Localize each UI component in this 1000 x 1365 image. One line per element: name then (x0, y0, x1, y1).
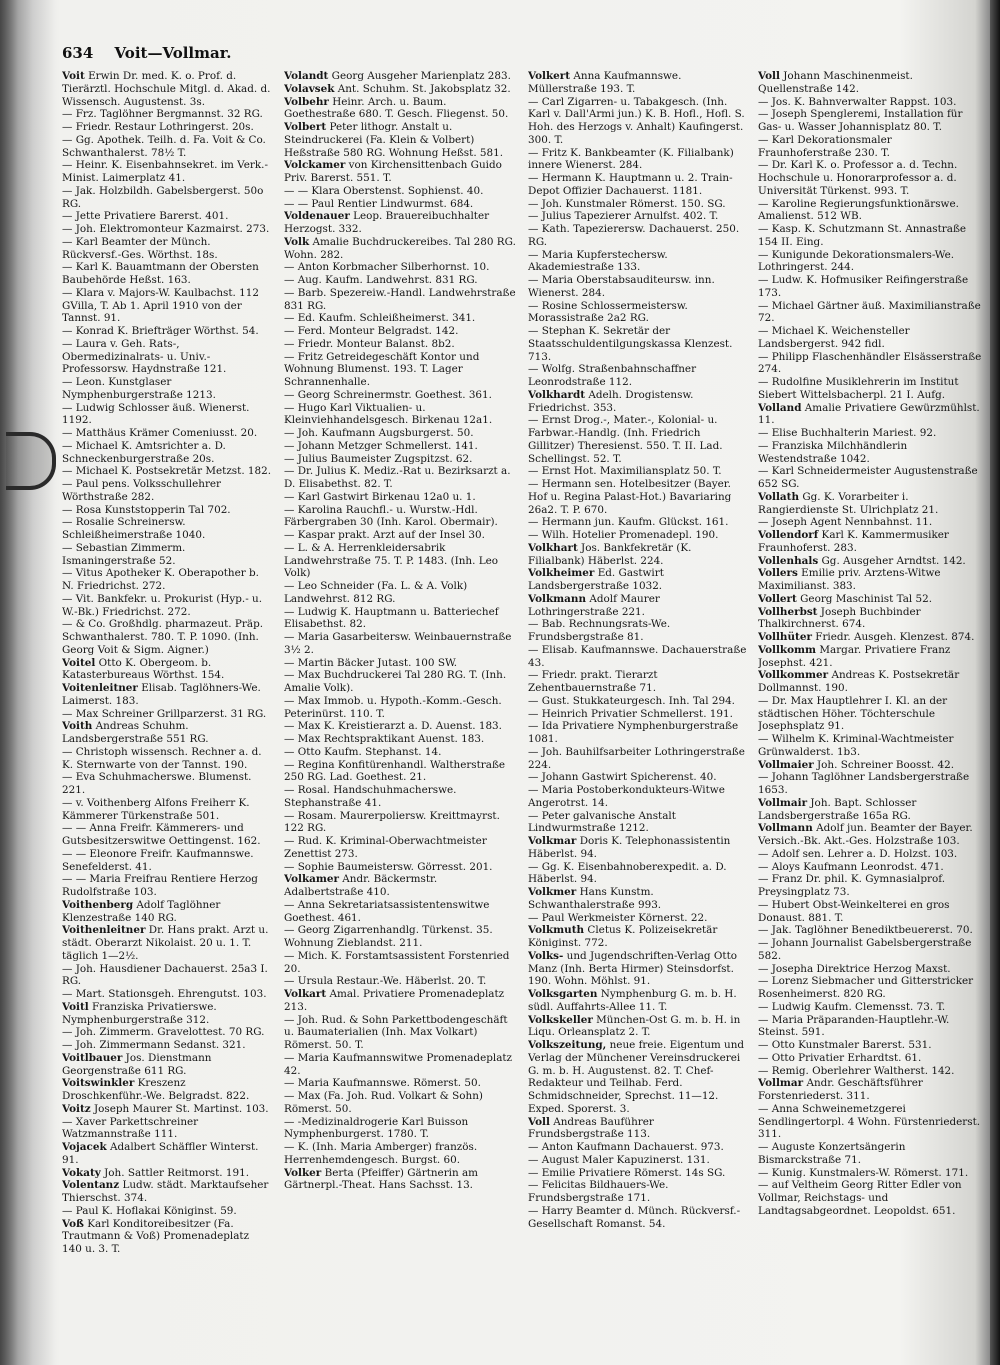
directory-entry: Voitenleitner Elisab. Taglöhners-We. Laimerst. 183. (62, 682, 261, 707)
directory-entry: — Klara v. Majors-W. Kaulbachst. 112 GVilla, T. Ab 1. April 1910 von der Tannst. 91. (62, 286, 259, 325)
directory-entry: — Michael K. Weichensteller Landsbergerst. 942 fidl. (758, 325, 910, 350)
directory-entry: — — Maria Freifrau Rentiere Herzog Rudolfstraße 103. (62, 873, 258, 898)
directory-entry: — — Anna Freifr. Kämmerers- und Gutsbesitzerswitwe Oettingenst. 162. (62, 822, 261, 847)
directory-entry: — Gg. Apothek. Teilh. d. Fa. Voit & Co. Schwanthalerst. 78½ T. (62, 133, 266, 159)
directory-entry: Volkart Amal. Privatiere Promenadeplatz 213. (284, 988, 505, 1013)
directory-entry: — Ludwig Kaufm. Clemensst. 73. T. (758, 1000, 946, 1013)
directory-entry: Vollmar Andr. Geschäftsführer Forstenriederst. 311. (758, 1077, 923, 1102)
directory-entry: Volkert Anna Kaufmannswe. Müllerstraße 193. T. (528, 70, 682, 95)
binder-clip (6, 432, 56, 490)
directory-entry: — Karoline Regierungsfunktionärswe. Amalienst. 512 WB. (758, 197, 959, 223)
directory-entry: — Franz Dr. phil. K. Gymnasialprof. Preysingplatz 73. (758, 873, 945, 898)
directory-entry: — Hermann sen. Hotelbesitzer (Bayer. Hof u. Regina Palast-Hot.) Bavariaring 26a2. T. P. 670. (528, 478, 732, 516)
directory-entry: — Eva Schuhmacherswe. Blumenst. 221. (62, 771, 252, 796)
directory-entry: — Martin Bäcker Jutast. 100 SW. (284, 656, 458, 669)
directory-entry: Vollkomm Margar. Privatiere Franz Josephst. 421. (758, 643, 951, 669)
directory-entry: Voß Karl Konditoreibesitzer (Fa. Trautmann & Voß) Promenadeplatz 140 u. 3. T. (62, 1217, 250, 1255)
directory-entry: — Paul pens. Volksschullehrer Wörthstraße 282. (62, 478, 222, 503)
directory-entry: — Otto Kaufm. Stephanst. 14. (284, 745, 442, 758)
directory-entry: Vollert Georg Maschinist Tal 52. (758, 592, 933, 605)
directory-entry: Vollers Emilie priv. Arztens-Witwe Maximilianst. 383. (758, 567, 941, 592)
directory-entry: — Heinr. K. Eisenbahnsekret. im Verk.-Minist. Laimerplatz 41. (62, 159, 268, 184)
directory-entry: — Philipp Flaschenhändler Elsässerstraße 274. (758, 350, 982, 376)
directory-entry: Volkhardt Adelh. Drogistensw. Friedrichst. 353. (528, 388, 694, 414)
directory-entry: — Max Buchdruckerei Tal 280 RG. T. (Inh. Amalie Volk). (284, 669, 507, 694)
directory-entry: — Rosine Schlossermeistersw. Morassistraße 2a2 RG. (528, 299, 688, 325)
directory-entry: — Paul K. Hoflakai Königinst. 59. (62, 1204, 237, 1217)
directory-entry: — Rosalie Schreinersw. Schleißheimerstraße 1040. (62, 516, 206, 541)
directory-entry: Volckamer von Kirchensittenbach Guido Priv. Barerst. 551. T. (284, 159, 502, 184)
directory-entry: — Ernst Drog.-, Mater.-, Kolonial- u. Farbwar.-Handlg. (Inh. Friedrich Gillitzer) Theresienst. 550. T. II. Lad. Schellingst. 52. T. (528, 414, 723, 465)
directory-entry: — Johann Taglöhner Landsbergerstraße 1653. (758, 771, 970, 796)
directory-entry: Voitlbauer Jos. Dienstmann Georgenstraße 611 RG. (62, 1051, 212, 1077)
directory-entry: — Ferd. Monteur Belgradst. 142. (284, 325, 459, 337)
directory-entry: — Karl Gastwirt Birkenau 12a0 u. 1. (284, 490, 476, 503)
directory-entry: — Paul Werkmeister Körnerst. 22. (528, 911, 708, 924)
directory-entry: Volbert Peter lithogr. Anstalt u. Steindruckerei (Fa. Klein & Volbert) Heßstraße 580 RG. Wohnung Heßst. 581. (284, 121, 504, 159)
directory-entry: — Rosal. Handschuhmacherswe. Stephanstraße 41. (284, 784, 457, 809)
directory-entry: — Joh. Rud. & Sohn Parkettbodengeschäft u. Baumaterialien (Inh. Max Volkart) Römerst. 50. T. (284, 1013, 508, 1051)
directory-entry: — Anton Kaufmann Dachauerst. 973. (528, 1141, 724, 1153)
directory-entry: — Leon. Kunstglaser Nymphenburgerstraße 1213. (62, 376, 216, 401)
directory-entry: — Max Immob. u. Hypoth.-Komm.-Gesch. Peterinürst. 110. T. (284, 694, 502, 720)
directory-entry: — Friedr. prakt. Tierarzt Zehentbauernstraße 71. (528, 669, 658, 694)
directory-entry: — Maria Kupferstechersw. Akademiestraße 133. (528, 248, 668, 274)
directory-entry: — Michael K. Postsekretär Metzst. 182. (62, 465, 272, 478)
directory-entry: Voldenauer Leop. Brauereibuchhalter Herzogst. 332. (284, 210, 490, 235)
directory-entry: — Johann Journalist Gabelsbergerstraße 582. (758, 937, 972, 962)
directory-entry: — Auguste Konzertsängerin Bismarckstraße 71. (758, 1141, 906, 1166)
directory-entry: — Joh. Kunstmaler Römerst. 150. SG. (528, 197, 726, 210)
directory-entry: Vollmann Adolf jun. Beamter der Bayer. Versich.-Bk. Akt.-Ges. Holzstraße 103. (758, 822, 973, 847)
directory-entry: Vollherbst Joseph Buchbinder Thalkirchnerst. 674. (758, 605, 921, 631)
directory-entry: — Ernst Hot. Maximiliansplatz 50. T. (528, 465, 722, 478)
directory-entry: Volkmann Adolf Maurer Lothringerstraße 221. (528, 592, 660, 618)
directory-entry: — Michael Gärtner äuß. Maximilianstraße 72. (758, 299, 981, 325)
directory-entry: — Kunigunde Dekorationsmalers-We. Lothringerst. 244. (758, 248, 955, 274)
directory-entry: — Xaver Parkettschreiner Watzmannstraße 111. (62, 1115, 199, 1141)
directory-entry: — Ursula Restaur.-We. Häberlst. 20. T. (284, 975, 487, 988)
directory-entry: — Mart. Stationsgeh. Ehrengutst. 103. (62, 988, 267, 1000)
directory-entry: — Joh. Zimmermann Sedanst. 321. (62, 1039, 246, 1051)
directory-entry: Voll Andreas Bauführer Frundsbergstraße 113. (528, 1115, 654, 1141)
directory-entry: — Rudolfine Musiklehrerin im Institut Siebert Wittelsbacherpl. 21 I. Aufg. (758, 376, 959, 401)
directory-entry: — Georg Zigarrenhandlg. Türkenst. 35. Wohnung Zieblandst. 211. (284, 924, 493, 949)
directory-entry: — Karl K. Bauamtmann der Obersten Baubehörde Heßst. 163. (62, 261, 259, 286)
directory-entry: — Hermann jun. Kaufm. Glückst. 161. (528, 516, 729, 529)
directory-entry: — Friedr. Restaur Lothringerst. 20s. (62, 121, 254, 133)
directory-entry: — Jette Privatiere Barerst. 401. (62, 210, 229, 223)
directory-entry: — Gg. K. Eisenbahnoberexpedit. a. D. Häberlst. 94. (528, 860, 727, 886)
directory-entry: — Peter galvanische Anstalt Lindwurmstraße 1212. (528, 809, 676, 835)
directory-entry: — Christoph wissensch. Rechner a. d. K. Sternwarte von der Tannst. 190. (62, 745, 262, 771)
directory-entry: Volker Berta (Pfeiffer) Gärtnerin am Gärtnerpl.-Theat. Hans Sachsst. 13. (284, 1166, 479, 1192)
directory-entry: — Joh. Zimmerm. Gravelottest. 70 RG. (62, 1026, 265, 1039)
running-title: Voit—Vollmar. (114, 44, 232, 62)
directory-entry: Volkmuth Cletus K. Polizeisekretär Königinst. 772. (528, 924, 718, 949)
page-edge (990, 0, 1000, 1365)
directory-entry: Volland Amalie Privatiere Gewürzmühlst. 11. (758, 401, 980, 427)
directory-entry: Volandt Georg Ausgeher Marienplatz 283. (284, 70, 511, 82)
directory-entry: — Bab. Rechnungsrats-We. Frundsbergstraße 81. (528, 618, 671, 643)
directory-entry: — Julius Tapezierer Arnulfst. 402. T. (528, 210, 719, 223)
directory-entry: Volks- und Jugendschriften-Verlag Otto Manz (Inh. Berta Hirmer) Steinsdorfst. 190. Wohn. Möhlst. 91. (528, 949, 738, 988)
directory-entry: — Laura v. Geh. Rats-, Obermedizinalrats- u. Univ.-Professorsw. Haydnstraße 121. (62, 337, 227, 376)
directory-entry: — Jak. Holzbildh. Gabelsbergerst. 50o RG. (62, 184, 264, 210)
directory-entry: — -Medizinaldrogerie Karl Buisson Nymphenburgerst. 1780. T. (284, 1115, 469, 1141)
directory-entry: — Anna Schweinemetzgerei Sendlingertorpl. 4 Wohn. Fürstenriederst. 311. (758, 1102, 981, 1141)
directory-entry: — Adolf sen. Lehrer a. D. Holzst. 103. (758, 847, 958, 860)
page-header (62, 44, 762, 68)
directory-entry: — Hermann K. Hauptmann u. 2. Train-Depot Offizier Dachauerst. 1181. (528, 172, 733, 197)
directory-entry: — Lorenz Siebmacher und Gitterstricker Rosenheimerst. 820 RG. (758, 975, 974, 1000)
directory-entry: — Joh. Hausdiener Dachauerst. 25a3 I. RG. (62, 962, 268, 988)
directory-entry: — Karl Schneidermeister Augustenstraße 652 SG. (758, 465, 978, 490)
directory-entry: Volentanz Ludw. städt. Marktaufseher Thierschst. 374. (62, 1179, 269, 1204)
directory-entry: — — Klara Oberstenst. Sophienst. 40. (284, 184, 484, 197)
directory-entry: — Gust. Stukkateurgesch. Inh. Tal 294. (528, 694, 735, 707)
directory-entry: Voitel Otto K. Obergeom. b. Katasterbureaus Wörthst. 154. (62, 656, 225, 682)
directory-entry: Vollmair Joh. Bapt. Schlosser Landsbergerstraße 165a RG. (758, 796, 917, 822)
directory-entry: Volk Amalie Buchdruckereibes. Tal 280 RG. Wohn. 282. (284, 235, 516, 261)
directory-entry: — Rosa Kunststopperin Tal 702. (62, 503, 231, 516)
directory-entry: — Maria Kaufmannswe. Römerst. 50. (284, 1077, 481, 1090)
directory-entry: Voit Erwin Dr. med. K. o. Prof. d. Tierärztl. Hochschule Mitgl. d. Akad. d. Wissensch. Augustenst. 3s. (62, 70, 271, 108)
directory-entry: — Maria Gasarbeitersw. Weinbauernstraße 3½ 2. (284, 631, 512, 656)
directory-entry: — K. (Inh. Maria Amberger) französ. Herrenhemdengesch. Burgst. 60. (284, 1141, 478, 1166)
directory-entry: — & Co. Großhdlg. pharmazeut. Präp. Schwanthalerst. 780. T. P. 1090. (Inh. Georg Voit & Sigm. Aigner.) (62, 618, 264, 656)
binding-shadow (0, 0, 55, 1365)
directory-entry: Vollendorf Karl K. Kammermusiker Fraunhoferst. 283. (758, 529, 949, 554)
directory-entry: Voithenberg Adolf Taglöhner Klenzestraße 140 RG. (62, 898, 221, 924)
directory-entry: — Konrad K. Briefträger Wörthst. 54. (62, 325, 259, 337)
directory-entry: Volkheimer Ed. Gastwirt Landsbergerstraße 1032. (528, 567, 664, 592)
directory-entry: — Vitus Apotheker K. Oberapother b. N. Friedrichst. 272. (62, 567, 259, 592)
directory-entry: — Dr. Karl K. o. Professor a. d. Techn. Hochschule u. Honorarprofessor a. d. Universität Türkenst. 993. T. (758, 159, 958, 197)
directory-entry: — Karl Dekorationsmaler Fraunhoferstraße 230. T. (758, 133, 892, 159)
directory-entry: — Michael K. Amtsrichter a. D. Schneckenburgerstraße 20s. (62, 439, 226, 465)
directory-entry: Vollkommer Andreas K. Postsekretär Dollmannst. 190. (758, 669, 960, 694)
directory-entry: — Julius Baumeister Zugspitzst. 62. (284, 452, 473, 465)
directory-entry: — Matthäus Krämer Comeniusst. 20. (62, 427, 258, 439)
directory-entry: — Maria Kaufmannswitwe Promenadeplatz 42. (284, 1051, 513, 1077)
directory-entry: — Franziska Milchhändlerin Westendstraße 1042. (758, 439, 908, 465)
directory-entry: — Josepha Direktrice Herzog Maxst. (758, 962, 951, 975)
directory-entry: — Rosam. Maurerpoliersw. Kreittmayrst. 122 RG. (284, 809, 500, 835)
directory-entry: Volksgarten Nymphenburg G. m. b. H. südl. Auffahrts-Allee 11. T. (528, 988, 737, 1013)
column-3 (528, 70, 750, 1355)
directory-entry: — Joh. Bauhilfsarbeiter Lothringerstraße 224. (528, 745, 745, 771)
directory-entry: — — Paul Rentier Lindwurmst. 684. (284, 197, 474, 210)
directory-entry: — Ludwig Schlosser äuß. Wienerst. 1192. (62, 401, 250, 427)
directory-entry: — Aug. Kaufm. Landwehrst. 831 RG. (284, 274, 478, 286)
column-2 (284, 70, 516, 1355)
directory-entry: — Otto Privatier Erhardtst. 61. (758, 1051, 922, 1064)
directory-entry: — Regina Konfitürenhandl. Waltherstraße 250 RG. Lad. Goethest. 21. (284, 758, 506, 784)
directory-entry: — Maria Oberstabsauditeursw. inn. Wienerst. 284. (528, 274, 715, 299)
directory-entry: — Heinrich Privatier Schmellerst. 191. (528, 707, 733, 720)
directory-entry: — Ed. Kaufm. Schleißheimerst. 341. (284, 312, 476, 325)
directory-entry: — Anna Sekretariatsassistentenswitwe Goethest. 461. (284, 898, 490, 924)
directory-entry: — Hubert Obst-Weinkelterei en gros Donaust. 881. T. (758, 898, 950, 924)
directory-entry: — Jos. K. Bahnverwalter Rappst. 103. (758, 95, 957, 108)
directory-entry: — Georg Schreinermstr. Goethest. 361. (284, 388, 492, 401)
directory-entry: — Frz. Taglöhner Bergmannst. 32 RG. (62, 108, 263, 121)
directory-entry: — Stephan K. Sekretär der Staatsschuldentilgungskassa Klenzest. 713. (528, 325, 733, 363)
directory-entry: — Mich. K. Forstamtsassistent Forstenried 20. (284, 949, 510, 975)
directory-entry: — Dr. Max Hauptlehrer I. Kl. an der städtischen Höher. Töchterschule Josephsplatz 91. (758, 694, 948, 733)
directory-entry: Volkmer Hans Kunstm. Schwanthalerstraße 993. (528, 886, 662, 911)
directory-entry: — Max Rechtspraktikant Auenst. 183. (284, 733, 485, 745)
directory-entry: — Maria Postoberkondukteurs-Witwe Angerotrst. 14. (528, 784, 725, 809)
directory-entry: — Vit. Bankfekr. u. Prokurist (Hyp.- u. W.-Bk.) Friedrichst. 272. (62, 592, 263, 618)
directory-entry: Vollath Gg. K. Vorarbeiter i. Rangierdienste St. Ulrichplatz 21. (758, 490, 939, 516)
directory-entry: — Johann Metzger Schmellerst. 141. (284, 439, 478, 452)
directory-entry: — Elise Buchhalterin Mariest. 92. (758, 427, 937, 439)
directory-entry: — Anton Korbmacher Silberhornst. 10. (284, 261, 490, 274)
directory-entry: — Ida Privatiere Nymphenburgerstraße 1081. (528, 720, 739, 745)
directory-entry: — Friedr. Monteur Balanst. 8b2. (284, 337, 455, 350)
directory-entry: Volavsek Ant. Schuhm. St. Jakobsplatz 32. (284, 82, 511, 95)
directory-entry: — Joseph Spengleremi, Installation für Gas- u. Wasser Johannisplatz 80. T. (758, 108, 963, 133)
directory-entry: — auf Veltheim Georg Ritter Edler von Vollmar, Reichstags- und Landtagsabgeordnet. Leopoldst. 651. (758, 1179, 962, 1217)
directory-entry: — Max Schreiner Grillparzerst. 31 RG. (62, 707, 267, 720)
directory-entry: — Fritz K. Bankbeamter (K. Filialbank) innere Wienerst. 284. (528, 146, 734, 172)
page-number: 634 (62, 44, 94, 62)
directory-entry: Voith Andreas Schuhm. Landsbergerstraße 551 RG. (62, 720, 209, 745)
directory-entry: — Joseph Agent Nennbahnst. 11. (758, 516, 933, 529)
directory-entry: Volkamer Andr. Bäckermstr. Adalbertstraße 410. (284, 873, 438, 898)
directory-entry: Volkszeitung, neue freie. Eigentum und Verlag der Münchener Vereinsdruckerei G. m. b. H. Augustenst. 82. T. Chef-Redakteur und Teilhab. Ferd. Schmidschneider, Sprechst. 11—12. Exped. Sporerst. 3. (528, 1039, 745, 1115)
directory-entry: — Karolina Rauchfl.- u. Wurstw.-Hdl. Färbergraben 30 (Inh. Karol. Obermair). (284, 503, 498, 529)
directory-entry: — Johann Gastwirt Spicherenst. 40. (528, 771, 717, 784)
directory-entry: Vollenhals Gg. Ausgeher Arndtst. 142. (758, 554, 966, 567)
directory-entry: Volkskeller München-Ost G. m. b. H. in Liqu. Orleansplatz 2. T. (528, 1013, 741, 1039)
directory-entry: Voithenleitner Dr. Hans prakt. Arzt u. städt. Oberarzt Nikolaist. 20 u. 1. T. täglich 1—2½. (62, 924, 269, 962)
directory-entry: — August Maler Kapuzinerst. 131. (528, 1153, 710, 1166)
directory-entry: — Wilh. Hotelier Promenadepl. 190. (528, 529, 719, 541)
directory-entry: Voitl Franziska Privatierswe. Nymphenburgerstraße 312. (62, 1000, 217, 1026)
column-1 (62, 70, 272, 1355)
directory-entry: — Max K. Kreistierarzt a. D. Auenst. 183. (284, 720, 502, 733)
directory-entry: Volkmar Doris K. Telephonassistentin Häberlst. 94. (528, 835, 731, 860)
directory-entry: — Maria Präparanden-Hauptlehr.-W. Steinst. 591. (758, 1013, 950, 1039)
directory-entry: Vokaty Joh. Sattler Reitmorst. 191. (62, 1166, 250, 1179)
directory-entry: — Remig. Oberlehrer Waltherst. 142. (758, 1064, 955, 1077)
directory-entry: — Otto Kunstmaler Barerst. 531. (758, 1039, 932, 1051)
directory-entry: — Sebastian Zimmerm. Ismaningerstraße 52. (62, 541, 186, 567)
directory-entry: Vollhüter Friedr. Ausgeh. Klenzest. 874. (758, 631, 975, 643)
directory-entry: — Felicitas Bildhauers-We. Frundsbergstraße 171. (528, 1179, 669, 1204)
directory-entry: — Joh. Elektromonteur Kazmairst. 273. (62, 223, 270, 235)
directory-entry: — Sophie Baumeistersw. Görresst. 201. (284, 860, 493, 873)
directory-entry: — Ludw. K. Hofmusiker Reifingerstraße 173. (758, 274, 969, 299)
directory-entry: Volkhart Jos. Bankfekretär (K. Filialbank) Häberlst. 224. (528, 541, 692, 567)
directory-entry: — Hugo Karl Viktualien- u. Kleinviehhandelsgesch. Birkenau 12a1. (284, 401, 493, 427)
directory-entry: — v. Voithenberg Alfons Freiherr K. Kämmerer Türkenstraße 501. (62, 796, 250, 822)
directory-entry: — Leo Schneider (Fa. L. & A. Volk) Landwehrst. 812 RG. (284, 580, 468, 605)
directory-entry: — Ludwig K. Hauptmann u. Batteriechef Elisabethst. 82. (284, 605, 499, 631)
directory-entry: — L. & A. Herrenkleidersabrik Landwehrstraße 75. T. P. 1483. (Inh. Leo Volk) (284, 541, 499, 580)
directory-entry: — Carl Zigarren- u. Tabakgesch. (Inh. Karl v. Dall'Armi jun.) K. B. Hofl., Hofl. S. Hoh. des Herzogs v. Anhalt) Kaufingerst. 300. T. (528, 95, 745, 146)
directory-entry: — Fritz Getreidegeschäft Kontor und Wohnung Blumenst. 193. T. Lager Schrannenhalle. (284, 350, 480, 388)
directory-entry: — Elisab. Kaufmannswe. Dachauerstraße 43. (528, 643, 747, 669)
directory-entry: — Kasp. K. Schutzmann St. Annastraße 154 II. Eing. (758, 223, 967, 248)
directory-entry: — Joh. Kaufmann Augsburgerst. 50. (284, 427, 474, 439)
directory-entry: — Karl Beamter der Münch. Rückversf.-Ges. Wörthst. 18s. (62, 235, 218, 261)
directory-entry: Voitswinkler Kreszenz Droschkenführ.-We. Belgradst. 822. (62, 1077, 250, 1102)
directory-entry: — Emilie Privatiere Römerst. 14s SG. (528, 1166, 726, 1179)
directory-entry: Vojacek Adalbert Schäffler Winterst. 91. (62, 1141, 259, 1166)
directory-entry: Voll Johann Maschinenmeist. Quellenstraße 142. (758, 70, 913, 95)
directory-entry: — Rud. K. Kriminal-Oberwachtmeister Zenettist 273. (284, 835, 487, 860)
directory-entry: — Aloys Kaufmann Leonrodst. 471. (758, 860, 944, 873)
directory-entry: Volbehr Heinr. Arch. u. Baum. Goethestraße 680. T. Gesch. Fliegenst. 50. (284, 95, 509, 121)
column-4 (758, 70, 984, 1355)
directory-entry: — Kunig. Kunstmalers-W. Römerst. 171. (758, 1166, 969, 1179)
directory-entry: — Jak. Taglöhner Benediktbeuererst. 70. (758, 924, 973, 937)
directory-entry: — Harry Beamter d. Münch. Rückversf.-Gesellschaft Romanst. 54. (528, 1204, 741, 1230)
directory-entry: Voitz Joseph Maurer St. Martinst. 103. (62, 1102, 269, 1115)
directory-entry: — Dr. Julius K. Mediz.-Rat u. Bezirksarzt a. D. Elisabethst. 82. T. (284, 465, 511, 490)
directory-entry: Vollmaier Joh. Schreiner Boosst. 42. (758, 758, 955, 771)
directory-entry: — — Eleonore Freifr. Kaufmannswe. Senefelderst. 41. (62, 847, 254, 873)
directory-entry: — Max (Fa. Joh. Rud. Volkart & Sohn) Römerst. 50. (284, 1090, 483, 1115)
directory-entry: — Wolfg. Straßenbahnschaffner Leonrodstraße 112. (528, 363, 697, 388)
directory-entry: — Barb. Spezereiw.-Handl. Landwehrstraße 831 RG. (284, 286, 516, 312)
directory-entry: — Kath. Tapezierersw. Dachauerst. 250. RG. (528, 223, 740, 248)
directory-entry: — Kaspar prakt. Arzt auf der Insel 30. (284, 529, 485, 541)
directory-entry: — Wilhelm K. Kriminal-Wachtmeister Grünwalderst. 1b3. (758, 733, 954, 758)
